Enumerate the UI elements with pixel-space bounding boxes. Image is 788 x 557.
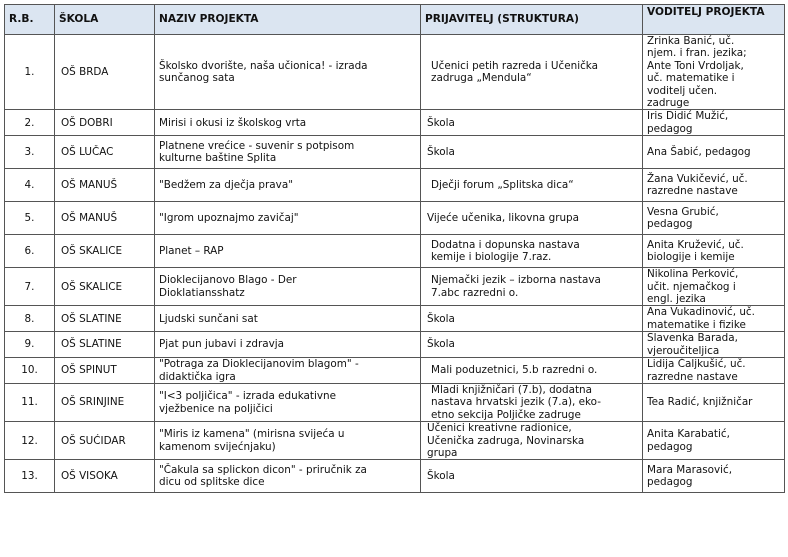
cell-prijavitelj-line: Dodatna i dopunska nastava xyxy=(431,238,580,251)
cell-prijavitelj-line: nastava hrvatski jezik (7.a), eko- xyxy=(431,396,601,409)
cell-prijavitelj-line: Mladi knjižničari (7.b), dodatna xyxy=(431,383,593,396)
table-row xyxy=(5,306,785,332)
table-row xyxy=(5,235,785,268)
cell-voditelj xyxy=(643,383,785,421)
cell-voditelj-line: pedagog xyxy=(647,440,693,453)
cell-naziv-projekta-line: didaktička igra xyxy=(159,370,236,383)
cell-voditelj-line: Anita Karabatić, xyxy=(647,428,730,441)
cell-rb: 2. xyxy=(5,110,55,136)
cell-skola: OŠ SUĆIDAR xyxy=(55,422,155,460)
cell-voditelj xyxy=(643,358,785,384)
cell-naziv-projekta-line: dicu od splitske dice xyxy=(159,476,265,489)
cell-voditelj-line: njem. i fran. jezika; xyxy=(647,47,747,60)
cell-skola: OŠ SLATINE xyxy=(55,306,155,332)
table-header xyxy=(5,5,785,35)
table-row xyxy=(5,383,785,421)
cell-naziv-projekta-line: kamenom svijećnjaku) xyxy=(159,440,276,453)
cell-naziv-projekta xyxy=(155,358,421,384)
cell-voditelj-line: Vesna Grubić, xyxy=(647,205,719,218)
cell-prijavitelj-line: Učenici petih razreda i Učenička xyxy=(431,59,599,72)
cell-prijavitelj-line: zadruga „Mendula“ xyxy=(431,72,532,85)
cell-naziv-projekta-line: Ljudski sunčani sat xyxy=(159,312,258,325)
cell-voditelj-line: Nikolina Perković, xyxy=(647,268,739,281)
table-row xyxy=(5,332,785,358)
cell-rb: 12. xyxy=(5,422,55,460)
header-prijavitelj: PRIJAVITELJ (STRUKTURA) xyxy=(421,5,643,35)
cell-voditelj-line: engl. jezika xyxy=(647,293,706,306)
cell-rb: 7. xyxy=(5,268,55,306)
table-row xyxy=(5,136,785,169)
cell-prijavitelj xyxy=(421,358,643,384)
cell-voditelj-line: Ana Šabić, pedagog xyxy=(647,146,751,159)
cell-voditelj-line: Zrinka Banić, uč. xyxy=(647,35,735,47)
projects-table xyxy=(4,4,785,493)
cell-rb: 9. xyxy=(5,332,55,358)
cell-naziv-projekta-line: "Igrom upoznajmo zavičaj" xyxy=(159,212,299,225)
cell-skola: OŠ BRDA xyxy=(55,35,155,110)
cell-prijavitelj-line: 7.abc razredni o. xyxy=(431,286,519,299)
cell-skola: OŠ DOBRI xyxy=(55,110,155,136)
header-naziv-projekta: NAZIV PROJEKTA xyxy=(155,5,421,35)
cell-voditelj-line: biologije i kemije xyxy=(647,251,735,264)
cell-naziv-projekta xyxy=(155,306,421,332)
table-row xyxy=(5,422,785,460)
table-row xyxy=(5,35,785,110)
cell-voditelj-line: Slavenka Barada, xyxy=(647,332,738,345)
cell-voditelj-line: Lidija Čaljkušić, uč. xyxy=(647,358,746,371)
cell-skola: OŠ MANUŠ xyxy=(55,202,155,235)
cell-naziv-projekta xyxy=(155,110,421,136)
cell-voditelj-line: uč. matematike i xyxy=(647,72,735,85)
cell-voditelj-line: učit. njemačkog i xyxy=(647,280,736,293)
header-row xyxy=(5,5,785,35)
cell-voditelj-line: voditelj učen. xyxy=(647,84,718,97)
cell-naziv-projekta-line: Mirisi i okusi iz školskog vrta xyxy=(159,116,307,129)
cell-prijavitelj-line: Škola xyxy=(427,116,455,129)
table-row xyxy=(5,169,785,202)
cell-voditelj-line: Mara Marasović, xyxy=(647,463,733,476)
cell-prijavitelj-line: Učenička zadruga, Novinarska xyxy=(427,434,585,447)
table-wrapper xyxy=(4,4,785,493)
cell-voditelj-line: pedagog xyxy=(647,218,693,231)
cell-voditelj-line: zadruge xyxy=(647,97,690,110)
cell-skola: OŠ SKALICE xyxy=(55,235,155,268)
cell-naziv-projekta xyxy=(155,460,421,493)
cell-naziv-projekta xyxy=(155,35,421,110)
table-row xyxy=(5,460,785,493)
cell-rb: 4. xyxy=(5,169,55,202)
cell-skola: OŠ SLATINE xyxy=(55,332,155,358)
cell-prijavitelj-line: Škola xyxy=(427,470,455,483)
cell-rb: 3. xyxy=(5,136,55,169)
cell-naziv-projekta-line: "Čakula sa splickon dicon" - priručnik za xyxy=(159,463,367,476)
cell-naziv-projekta xyxy=(155,202,421,235)
cell-naziv-projekta-line: Dioklecijanovo Blago - Der xyxy=(159,274,297,287)
cell-prijavitelj xyxy=(421,110,643,136)
cell-naziv-projekta-line: Platnene vrećice - suvenir s potpisom xyxy=(159,139,355,152)
cell-voditelj xyxy=(643,306,785,332)
cell-prijavitelj-line: Škola xyxy=(427,312,455,325)
cell-voditelj-line: razredne nastave xyxy=(647,185,738,198)
cell-voditelj-line: razredne nastave xyxy=(647,370,738,383)
cell-voditelj-line: Žana Vukičević, uč. xyxy=(647,172,748,185)
cell-prijavitelj xyxy=(421,268,643,306)
cell-naziv-projekta-line: "I<3 poljičica" - izrada edukativne xyxy=(159,390,337,403)
table-row xyxy=(5,202,785,235)
cell-prijavitelj xyxy=(421,136,643,169)
cell-voditelj-line: Ana Vukadinović, uč. xyxy=(647,306,755,319)
cell-prijavitelj xyxy=(421,202,643,235)
table-body xyxy=(5,35,785,493)
cell-voditelj xyxy=(643,35,785,110)
cell-rb: 8. xyxy=(5,306,55,332)
cell-voditelj-line: pedagog xyxy=(647,476,693,489)
cell-prijavitelj-line: Mali poduzetnici, 5.b razredni o. xyxy=(431,364,598,377)
cell-prijavitelj-line: Njemački jezik – izborna nastava xyxy=(431,274,601,287)
cell-prijavitelj-line: Škola xyxy=(427,338,455,351)
cell-skola: OŠ MANUŠ xyxy=(55,169,155,202)
cell-voditelj-line: Tea Radić, knjižničar xyxy=(647,396,753,409)
cell-naziv-projekta xyxy=(155,136,421,169)
cell-prijavitelj-line: Vijeće učenika, likovna grupa xyxy=(427,212,580,225)
cell-prijavitelj-line: Dječji forum „Splitska dica“ xyxy=(431,179,574,192)
table-row xyxy=(5,268,785,306)
cell-naziv-projekta-line: kulturne baštine Splita xyxy=(159,152,277,165)
cell-naziv-projekta xyxy=(155,383,421,421)
cell-naziv-projekta-line: Školsko dvorište, naša učionica! - izrada xyxy=(159,59,368,72)
cell-voditelj-line: Ante Toni Vrdoljak, xyxy=(647,59,744,72)
cell-prijavitelj-line: kemije i biologije 7.raz. xyxy=(431,251,552,264)
cell-naziv-projekta xyxy=(155,422,421,460)
cell-prijavitelj-line: Učenici kreativne radionice, xyxy=(427,422,572,435)
cell-voditelj xyxy=(643,460,785,493)
cell-rb: 6. xyxy=(5,235,55,268)
cell-prijavitelj xyxy=(421,332,643,358)
cell-naziv-projekta-line: "Bedžem za dječja prava" xyxy=(159,179,293,192)
table-row xyxy=(5,110,785,136)
cell-voditelj xyxy=(643,268,785,306)
cell-naziv-projekta xyxy=(155,169,421,202)
cell-prijavitelj-line: etno sekcija Poljičke zadruge xyxy=(431,408,581,421)
cell-voditelj-line: Iris Didić Mužić, xyxy=(647,110,729,123)
cell-rb: 10. xyxy=(5,358,55,384)
header-skola: ŠKOLA xyxy=(55,5,155,35)
cell-voditelj xyxy=(643,235,785,268)
cell-voditelj xyxy=(643,136,785,169)
cell-prijavitelj xyxy=(421,460,643,493)
cell-naziv-projekta-line: Pjat pun jubavi i zdravja xyxy=(159,338,285,351)
cell-naziv-projekta-line: Dioklatiansshatz xyxy=(159,286,245,299)
table-row xyxy=(5,358,785,384)
cell-naziv-projekta xyxy=(155,235,421,268)
cell-skola: OŠ VISOKA xyxy=(55,460,155,493)
cell-skola: OŠ SRINJINE xyxy=(55,383,155,421)
cell-prijavitelj xyxy=(421,383,643,421)
cell-skola: OŠ SKALICE xyxy=(55,268,155,306)
cell-naziv-projekta xyxy=(155,268,421,306)
cell-naziv-projekta-line: sunčanog sata xyxy=(159,72,235,85)
cell-voditelj xyxy=(643,169,785,202)
cell-rb: 11. xyxy=(5,383,55,421)
cell-naziv-projekta-line: "Potraga za Dioklecijanovim blagom" - xyxy=(159,358,359,371)
cell-prijavitelj xyxy=(421,306,643,332)
cell-skola: OŠ SPINUT xyxy=(55,358,155,384)
cell-prijavitelj xyxy=(421,422,643,460)
cell-naziv-projekta-line: Planet – RAP xyxy=(159,245,224,258)
cell-voditelj-line: matematike i fizike xyxy=(647,318,746,331)
cell-voditelj-line: pedagog xyxy=(647,122,693,135)
cell-rb: 13. xyxy=(5,460,55,493)
cell-prijavitelj-line: Škola xyxy=(427,146,455,159)
cell-voditelj xyxy=(643,110,785,136)
cell-voditelj xyxy=(643,422,785,460)
cell-prijavitelj-line: grupa xyxy=(427,446,458,459)
cell-skola: OŠ LUČAC xyxy=(55,136,155,169)
cell-naziv-projekta xyxy=(155,332,421,358)
cell-naziv-projekta-line: vježbenice na poljičici xyxy=(159,402,273,415)
cell-prijavitelj xyxy=(421,169,643,202)
cell-prijavitelj xyxy=(421,235,643,268)
cell-voditelj-line: Anita Kružević, uč. xyxy=(647,238,744,251)
cell-prijavitelj xyxy=(421,35,643,110)
cell-voditelj xyxy=(643,332,785,358)
cell-rb: 1. xyxy=(5,35,55,110)
cell-voditelj xyxy=(643,202,785,235)
cell-voditelj-line: vjeroučiteljica xyxy=(647,344,720,357)
header-rb: R.B. xyxy=(5,5,55,35)
cell-naziv-projekta-line: "Miris iz kamena" (mirisna svijeća u xyxy=(159,428,345,441)
header-voditelj-projekta: VODITELJ PROJEKTA xyxy=(643,5,785,35)
cell-rb: 5. xyxy=(5,202,55,235)
